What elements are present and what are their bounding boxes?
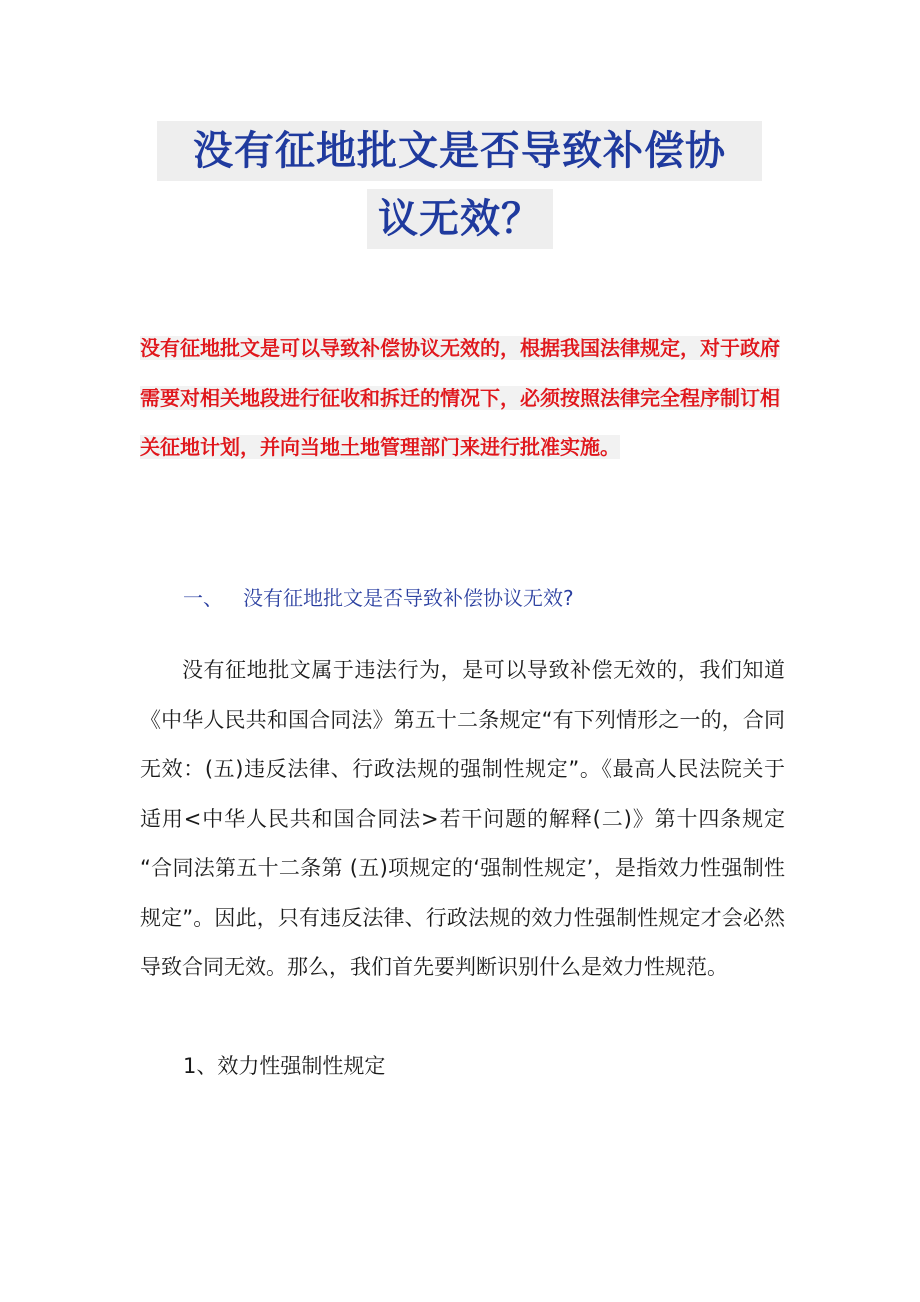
- body-paragraph: 没有征地批文属于违法行为，是可以导致补偿无效的，我们知道《中华人民共和国合同法》第五十二条规定“有下列情形之一的，合同无效：(五)违反法律、行政法规的强制性规定”。《最高人民法院关于适用<中华人民共和国合同法>若干问题的解释(二)》第十四条规定 “合同法第五十二条第 (五)项规定的‘强制性规定’，是指效力性强制性规定”。因此，只有违反法律、行政法规的效力性强制性规定才会必然导致合同无效。那么，我们首先要判断识别什么是效力性规范。: [140, 658, 785, 979]
- section-heading: [183, 580, 574, 616]
- document-title-line-2: 议无效？: [367, 189, 553, 249]
- summary-paragraph: [140, 324, 785, 473]
- document-title-line-1: 没有征地批文是否导致补偿协: [157, 121, 762, 181]
- summary-text: 没有征地批文是可以导致补偿协议无效的，根据我国法律规定，对于政府需要对相关地段进行征收和拆迁的情况下，必须按照法律完全程序制订相关征地计划，并向当地土地管理部门来进行批准实施。: [140, 336, 780, 459]
- section-heading-text: 没有征地批文是否导致补偿协议无效?: [243, 586, 574, 610]
- section-number: 一、: [183, 586, 223, 610]
- subsection-heading: 1、效力性强制性规定: [183, 1054, 386, 1078]
